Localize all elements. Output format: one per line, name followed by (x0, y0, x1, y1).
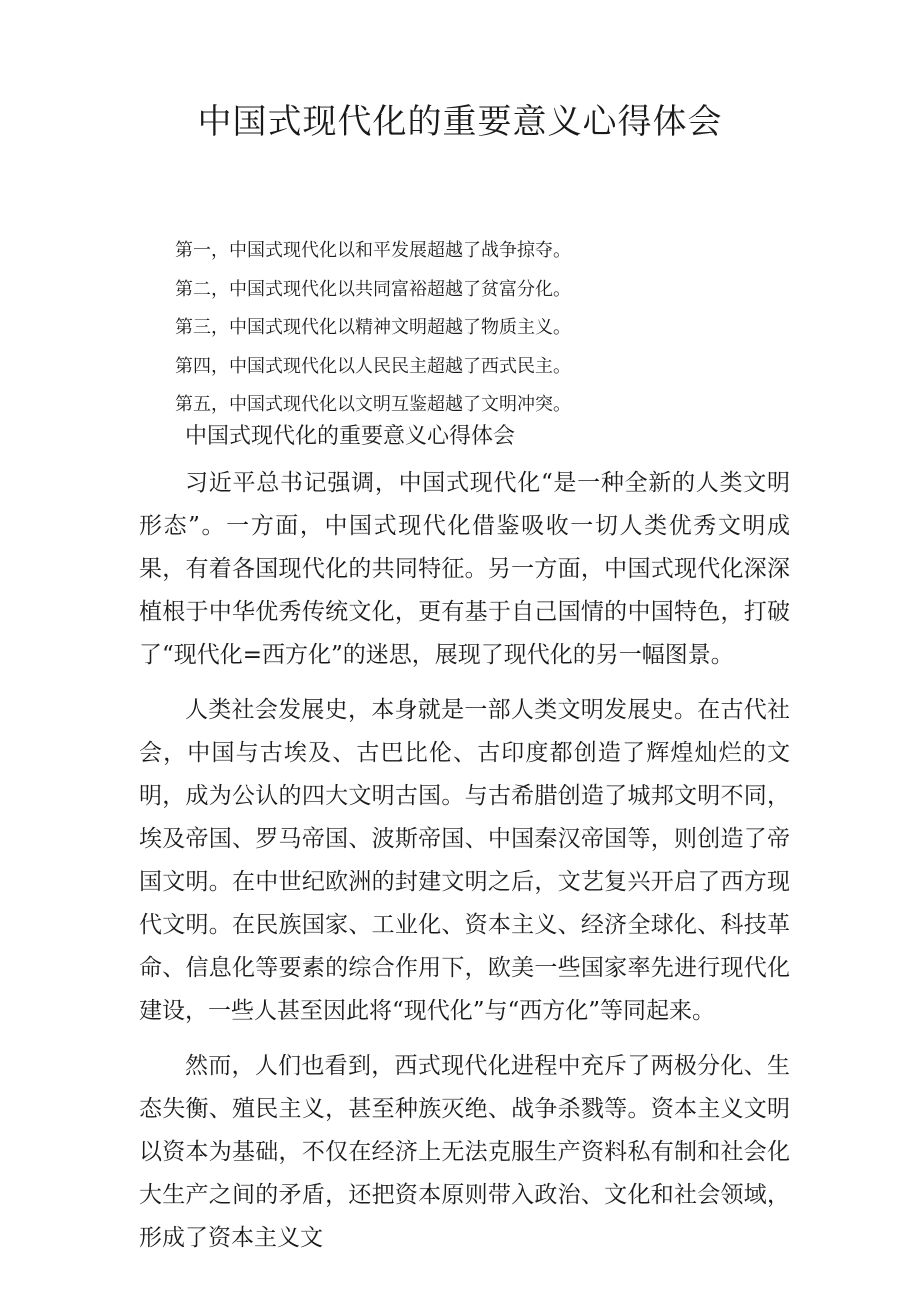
key-point-item: 第二，中国式现代化以共同富裕超越了贫富分化。 (175, 278, 571, 300)
key-point-item: 第一，中国式现代化以和平发展超越了战争掠夺。 (175, 240, 571, 261)
section-subtitle: 中国式现代化的重要意义心得体会 (185, 424, 516, 449)
body-paragraph: 然而，人们也看到，西式现代化进程中充斥了两极分化、生态失衡、殖民主义，甚至种族灭绝、战争杀戮等。资本主义文明以资本为基础，不仅在经济上无法克服生产资料私有制和社会化大生产之间的矛盾，还把资本原则带入政治、文化和社会领域，形成了资本主义文 (139, 1053, 790, 1251)
body-text (139, 462, 790, 1260)
key-point-item: 第四，中国式现代化以人民民主超越了西式民主。 (175, 355, 571, 377)
key-points-list (175, 232, 571, 425)
body-paragraph: 习近平总书记强调，中国式现代化“是一种全新的人类文明形态”。一方面，中国式现代化借鉴吸收一切人类优秀文明成果，有着各国现代化的共同特征。另一方面，中国式现代化深深植根于中华优秀传统文化，更有基于自己国情的中国特色，打破了“现代化=西方化”的迷思，展现了现代化的另一幅图景。 (139, 470, 790, 668)
body-paragraph: 人类社会发展史，本身就是一部人类文明发展史。在古代社会，中国与古埃及、古巴比伦、古印度都创造了辉煌灿烂的文明，成为公认的四大文明古国。与古希腊创造了城邦文明不同，埃及帝国、罗马帝国、波斯帝国、中国秦汉帝国等，则创造了帝国文明。在中世纪欧洲的封建文明之后，文艺复兴开启了西方现代文明。在民族国家、工业化、资本主义、经济全球化、科技革命、信息化等要素的综合作用下，欧美一些国家率先进行现代化建设，一些人甚至因此将“现代化”与“西方化”等同起来。 (139, 697, 790, 1024)
key-point-item: 第五，中国式现代化以文明互鉴超越了文明冲突。 (175, 394, 571, 415)
document-title: 中国式现代化的重要意义心得体会 (197, 102, 723, 142)
key-point-item: 第三，中国式现代化以精神文明超越了物质主义。 (175, 317, 571, 338)
